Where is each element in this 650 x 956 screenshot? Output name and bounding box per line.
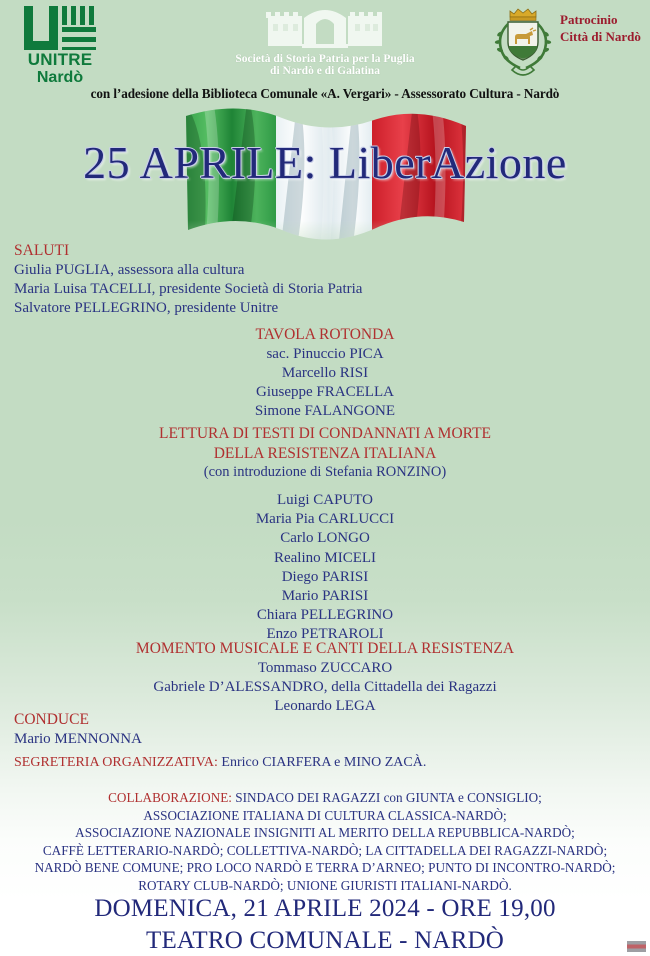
collaborazione-line: ASSOCIAZIONE NAZIONALE INSIGNITI AL MERITO DELLA REPUBBLICA-NARDÒ; bbox=[75, 825, 575, 841]
section-momento-musicale bbox=[0, 639, 650, 716]
nardo-coat-of-arms-icon bbox=[492, 4, 554, 82]
collaborazione-label: COLLABORAZIONE: bbox=[108, 790, 232, 805]
section-tavola-rotonda bbox=[0, 325, 650, 422]
reader-name: Realino MICELI bbox=[273, 549, 377, 566]
patrocinio-text bbox=[560, 12, 641, 46]
reader-name: Maria Pia CARLUCCI bbox=[255, 511, 395, 528]
reader-name: Diego PARISI bbox=[281, 568, 369, 585]
reader-name: Carlo LONGO bbox=[280, 530, 370, 547]
section-collaborazione bbox=[0, 789, 650, 894]
section-lettura bbox=[0, 424, 650, 481]
section-lettura-readers bbox=[0, 491, 650, 645]
poster-header bbox=[0, 0, 650, 101]
collaborazione-first-line-rest: SINDACO DEI RAGAZZI con GIUNTA e CONSIGLIO; bbox=[231, 790, 542, 805]
musica-heading: MOMENTO MUSICALE E CANTI DELLA RESISTENZA bbox=[135, 640, 515, 657]
collaborazione-line: CAFFÈ LETTERARIO-NARDÒ; COLLETTIVA-NARDÒ; LA CITTADELLA DEI RAGAZZI-NARDÒ; bbox=[42, 842, 608, 858]
collaborazione-first-line bbox=[0, 789, 650, 807]
lettura-subtitle: (con introduzione di Stefania RONZINO) bbox=[203, 463, 447, 480]
musica-performer: Gabriele D’ALESSANDRO, della Cittadella dei Ragazzi bbox=[153, 679, 497, 696]
event-venue: TEATRO COMUNALE - NARDÒ bbox=[145, 927, 505, 954]
collaborazione-line: NARDÒ BENE COMUNE; PRO LOCO NARDÒ E TERRA D’ARNEO; PUNTO DI INCONTRO-NARDÒ; bbox=[34, 860, 616, 876]
segreteria-value: Enrico CIARFERA e MINO ZACÀ. bbox=[217, 755, 427, 770]
section-saluti bbox=[0, 241, 650, 318]
lettura-heading-line-2: DELLA RESISTENZA ITALIANA bbox=[213, 444, 437, 462]
unitre-logo bbox=[14, 6, 106, 86]
saluti-line: Maria Luisa TACELLI, presidente Società di Storia Patria bbox=[14, 281, 363, 298]
collaborazione-line: ROTARY CLUB-NARDÒ; UNIONE GIURISTI ITALIANI-NARDÒ. bbox=[138, 877, 512, 893]
tavola-rotonda-participant: Marcello RISI bbox=[281, 365, 369, 382]
conduce-heading: CONDUCE bbox=[14, 711, 89, 728]
conduce-name: Mario MENNONNA bbox=[14, 730, 142, 747]
corner-marker-icon bbox=[627, 941, 646, 952]
tavola-rotonda-heading: TAVOLA ROTONDA bbox=[255, 326, 395, 343]
tavola-rotonda-participant: Simone FALANGONE bbox=[254, 403, 396, 420]
unitre-logo-city: Nardò bbox=[36, 68, 84, 86]
collaborazione-line: ASSOCIAZIONE ITALIANA DI CULTURA CLASSICA-NARDÒ; bbox=[143, 807, 507, 823]
adesione-line: con l’adesione della Biblioteca Comunale «A. Vergari» - Assessorato Cultura - Nardò bbox=[90, 86, 560, 101]
castle-arch-icon bbox=[260, 2, 390, 54]
poster-title: 25 APRILE: LiberAzione bbox=[83, 137, 567, 188]
musica-performer: Leonardo LEGA bbox=[274, 698, 376, 715]
tavola-rotonda-participant: Giuseppe FRACELLA bbox=[256, 384, 394, 401]
section-event-details bbox=[0, 893, 650, 956]
musica-performer: Tommaso ZUCCARO bbox=[257, 659, 393, 676]
reader-name: Enzo PETRAROLI bbox=[266, 626, 384, 643]
reader-name: Chiara PELLEGRINO bbox=[256, 607, 394, 624]
event-date-time: DOMENICA, 21 APRILE 2024 - ORE 19,00 bbox=[94, 895, 556, 922]
saluti-line: Salvatore PELLEGRINO, presidente Unitre bbox=[14, 300, 279, 317]
segreteria-label: SEGRETERIA ORGANIZZATIVA: bbox=[14, 755, 218, 770]
societa-storia-patria-logo bbox=[196, 2, 454, 79]
citta-di-nardo-patronage bbox=[492, 4, 646, 82]
storia-patria-line-2: di Nardò e di Galatina bbox=[270, 65, 380, 78]
lettura-heading-line-1: LETTURA DI TESTI DI CONDANNATI A MORTE bbox=[158, 425, 492, 442]
storia-patria-line-1: Società di Storia Patria per la Puglia bbox=[235, 53, 415, 65]
patrocinio-line-2: Città di Nardò bbox=[560, 28, 641, 44]
saluti-heading: SALUTI bbox=[14, 242, 70, 259]
reader-name: Mario PARISI bbox=[281, 587, 369, 604]
unitre-logo-word: UNITRE bbox=[27, 50, 93, 69]
patrocinio-line-1: Patrocinio bbox=[560, 12, 618, 27]
unitre-logo-icon bbox=[24, 6, 96, 50]
reader-name: Luigi CAPUTO bbox=[277, 492, 373, 508]
tavola-rotonda-participant: sac. Pinuccio PICA bbox=[266, 345, 384, 362]
section-segreteria bbox=[0, 755, 650, 771]
section-conduce bbox=[0, 710, 650, 749]
saluti-line: Giulia PUGLIA, assessora alla cultura bbox=[14, 261, 245, 278]
